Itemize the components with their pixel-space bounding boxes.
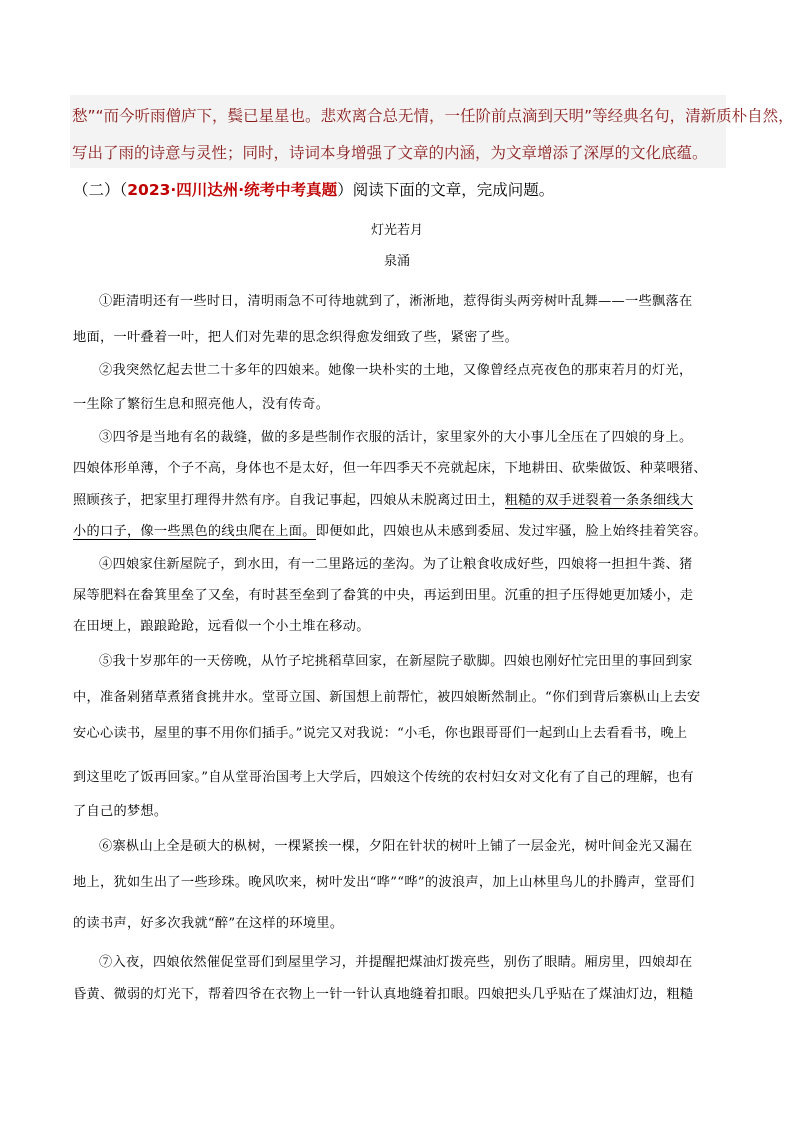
paragraph-line: 到这里吃了饭再回家。”自从堂哥治国考上大学后，四娘这个传统的农村妇女对文化有了自己的理解，也有 — [73, 770, 694, 785]
paragraph-line: ③四爷是当地有名的裁缝，做的多是些制作衣服的活计，家里家外的大小事儿全压在了四娘的身上。 — [99, 430, 693, 445]
paragraph-line: 地上，犹如生出了一些珍珠。晚风吹来，树叶发出“哗”“哗”的波浪声，加上山林里鸟儿的扑腾声，堂哥们 — [73, 875, 695, 890]
paragraph-line: ⑦入夜，四娘依然催促堂哥们到屋里学习，并提醒把煤油灯拨亮些，别伤了眼睛。厢房里，四娘却在 — [99, 955, 693, 970]
paragraph-line: 屎等肥料在畚箕里垒了又垒，有时甚至垒到了畚箕的中央，再运到田里。沉重的担子压得她更加矮小，走 — [73, 588, 694, 603]
paragraph-line: ②我突然忆起去世二十多年的四娘来。她像一块朴实的土地，又像曾经点亮夜色的那束若月的灯光， — [99, 363, 693, 378]
question-source: 2023·四川达州·统考中考真题 — [127, 181, 338, 199]
question-suffix: ）阅读下面的文章，完成问题。 — [337, 181, 555, 199]
paragraph-line: 一生除了繁衍生息和照亮他人，没有传奇。 — [73, 397, 330, 412]
answer-text-line: 愁”“而今听雨僧庐下，鬓已星星也。悲欢离合总无情，一任阶前点滴到天明”等经典名句，清新质朴自然， — [72, 107, 794, 125]
underlined-text: 粗糙的双手迸裂着一条条细线大 — [504, 493, 694, 508]
paragraph-line: ⑤我十岁那年的一天傍晚，从竹子坨挑稻草回家，在新屋院子歇脚。四娘也刚好忙完田里的事回到家 — [99, 654, 693, 669]
question-prefix: （二）（ — [73, 181, 128, 199]
paragraph-line: 了自己的梦想。 — [73, 804, 168, 819]
paragraph-line: ④四娘家住新屋院子，到水田，有一二里路远的垄沟。为了让粮食收成好些，四娘将一担担牛粪、猪 — [99, 557, 693, 572]
paragraph-line: 在田埂上，踉踉跄跄，远看似一个小土堆在移动。 — [73, 619, 370, 634]
plain-text: 照顾孩子，把家里打理得井然有序。自我记事起，四娘从未脱离过田土， — [73, 493, 505, 508]
article-title: 灯光若月 — [370, 223, 423, 238]
answer-text-line: 写出了雨的诗意与灵性；同时，诗词本身增强了文章的内涵，为文章增添了深厚的文化底蕴。 — [72, 144, 708, 162]
underlined-text: 小的口子，像一些黑色的线虫爬在上面。 — [73, 524, 316, 539]
paragraph-line: 中，准备剁猪草煮猪食挑井水。堂哥立国、新国想上前帮忙，被四娘断然制止。“你们到背后寨枞山上去安 — [73, 690, 701, 705]
paragraph-line — [73, 520, 707, 539]
paragraph-line: ①距清明还有一些时日，清明雨急不可待地就到了，淅淅地，惹得街头两旁树叶乱舞——一些飘落在 — [99, 294, 693, 309]
question-heading — [73, 178, 554, 200]
paragraph-line: 的读书声，好多次我就“醉”在这样的环境里。 — [73, 916, 344, 931]
paragraph-line: 昏黄、微弱的灯光下，帮着四爷在衣物上一针一针认真地缝着扣眼。四娘把头几乎贴在了煤油灯边，粗糙 — [73, 987, 694, 1002]
article-author: 泉涌 — [383, 254, 410, 269]
plain-text: 即便如此，四娘也从未感到委屈、发过牢骚，脸上始终挂着笑容。 — [315, 524, 707, 539]
paragraph-line: ⑥寨枞山上全是硕大的枞树，一棵紧挨一棵，夕阳在针状的树叶上铺了一层金光，树叶间金光又漏在 — [99, 839, 693, 854]
paragraph-line — [73, 489, 693, 508]
paragraph-line: 地面，一叶叠着一叶，把人们对先辈的思念织得愈发细致了些，紧密了些。 — [73, 330, 519, 345]
paragraph-line: 安心心读书，屋里的事不用你们插手。”说完又对我说：“小毛，你也跟哥哥们一起到山上去看看书，晚上 — [73, 726, 688, 741]
paragraph-line: 四娘体形单薄，个子不高，身体也不是太好，但一年四季天不亮就起床，下地耕田、砍柴做饭、种菜喂猪、 — [73, 461, 707, 476]
